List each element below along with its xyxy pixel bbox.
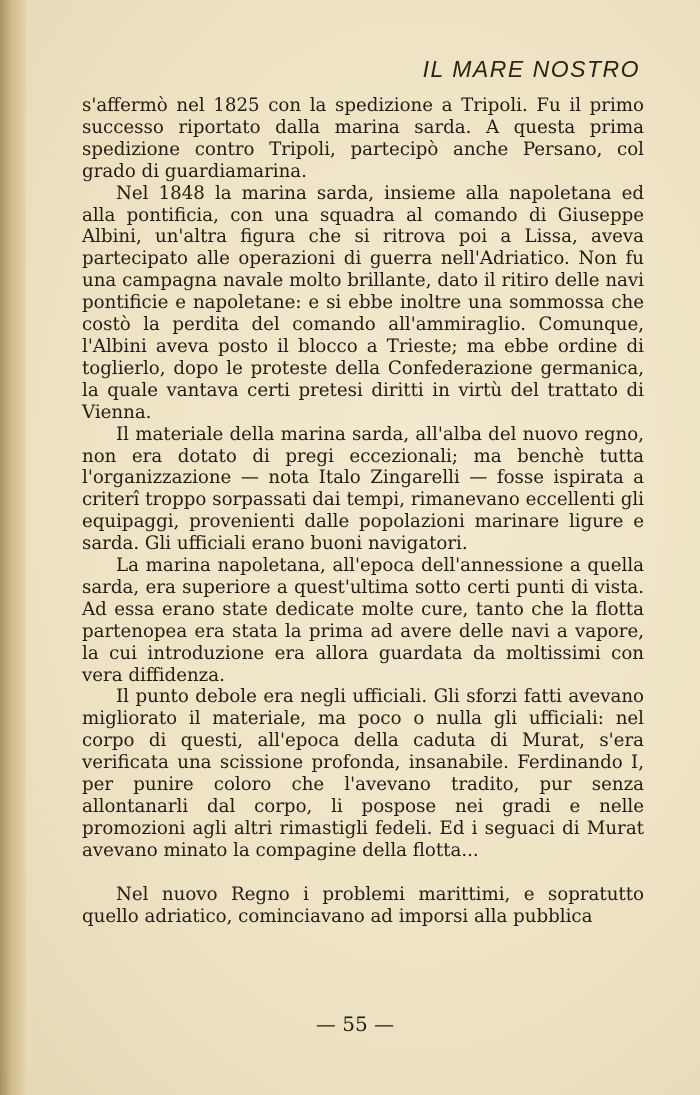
paragraph-5: Il punto debole era negli ufficiali. Gli sforzi fatti avevano migliorato il materiale, ma poco o nulla gli ufficiali: nel corpo di questi, all'epoca della caduta di Murat, s'era verificata una scissione profonda, insanabile. Ferdinando I, per punire coloro che l'avevano tradito, pur senza allontanarli dal corpo, li pospose nei gradi e nelle promozioni agli altri rimastigli fedeli. Ed i seguaci di Murat avevano minato la compagine della flotta...	[82, 686, 644, 861]
page-number: — 55 —	[315, 1012, 395, 1036]
paragraph-1: s'affermò nel 1825 con la spedizione a Tripoli. Fu il primo successo riportato dalla marina sarda. A questa prima spedizione contro Tripoli, partecipò anche Persano, col grado di guardiamarina.	[82, 95, 644, 182]
running-header: IL MARE NOSTRO	[422, 56, 640, 82]
body-text	[82, 95, 644, 928]
paragraph-4: La marina napoletana, all'epoca dell'annessione a quella sarda, era superiore a quest'ultima sotto certi punti di vista. Ad essa erano state dedicate molte cure, tanto che la flotta partenopea era stata la prima ad avere delle navi a vapore, la cui introduzione era allora guardata da moltissimi con vera diffidenza.	[82, 555, 644, 686]
paragraph-3: Il materiale della marina sarda, all'alba del nuovo regno, non era dotato di pregi eccezionali; ma benchè tutta l'organizzazione — nota Italo Zingarelli — fosse ispirata a criterî troppo sorpassati dai tempi, rimanevano eccellenti gli equipaggi, provenienti dalle popolazioni marinare ligure e sarda. Gli ufficiali erano buoni navigatori.	[82, 423, 644, 555]
page-binding-edge	[0, 0, 26, 1095]
paragraph-2: Nel 1848 la marina sarda, insieme alla napoletana ed alla pontificia, con una squadra al comando di Giuseppe Albini, un'altra figura che si ritrova poi a Lissa, aveva partecipato alle operazioni di guerra nell'Adriatico. Non fu una campagna navale molto brillante, dato il ritiro delle navi pontificie e napoletane: e si ebbe inoltre una sommossa che costò la perdita del comando all'ammiraglio. Comunque, l'Albini aveva posto il blocco a Trieste; ma ebbe ordine di toglierlo, dopo le proteste della Confederazione germanica, la quale vantava certi pretesi diritti in virtù del trattato di Vienna.	[82, 182, 644, 423]
paragraph-6: Nel nuovo Regno i problemi marittimi, e sopratutto quello adriatico, cominciavano ad imporsi alla pubblica	[82, 883, 644, 927]
